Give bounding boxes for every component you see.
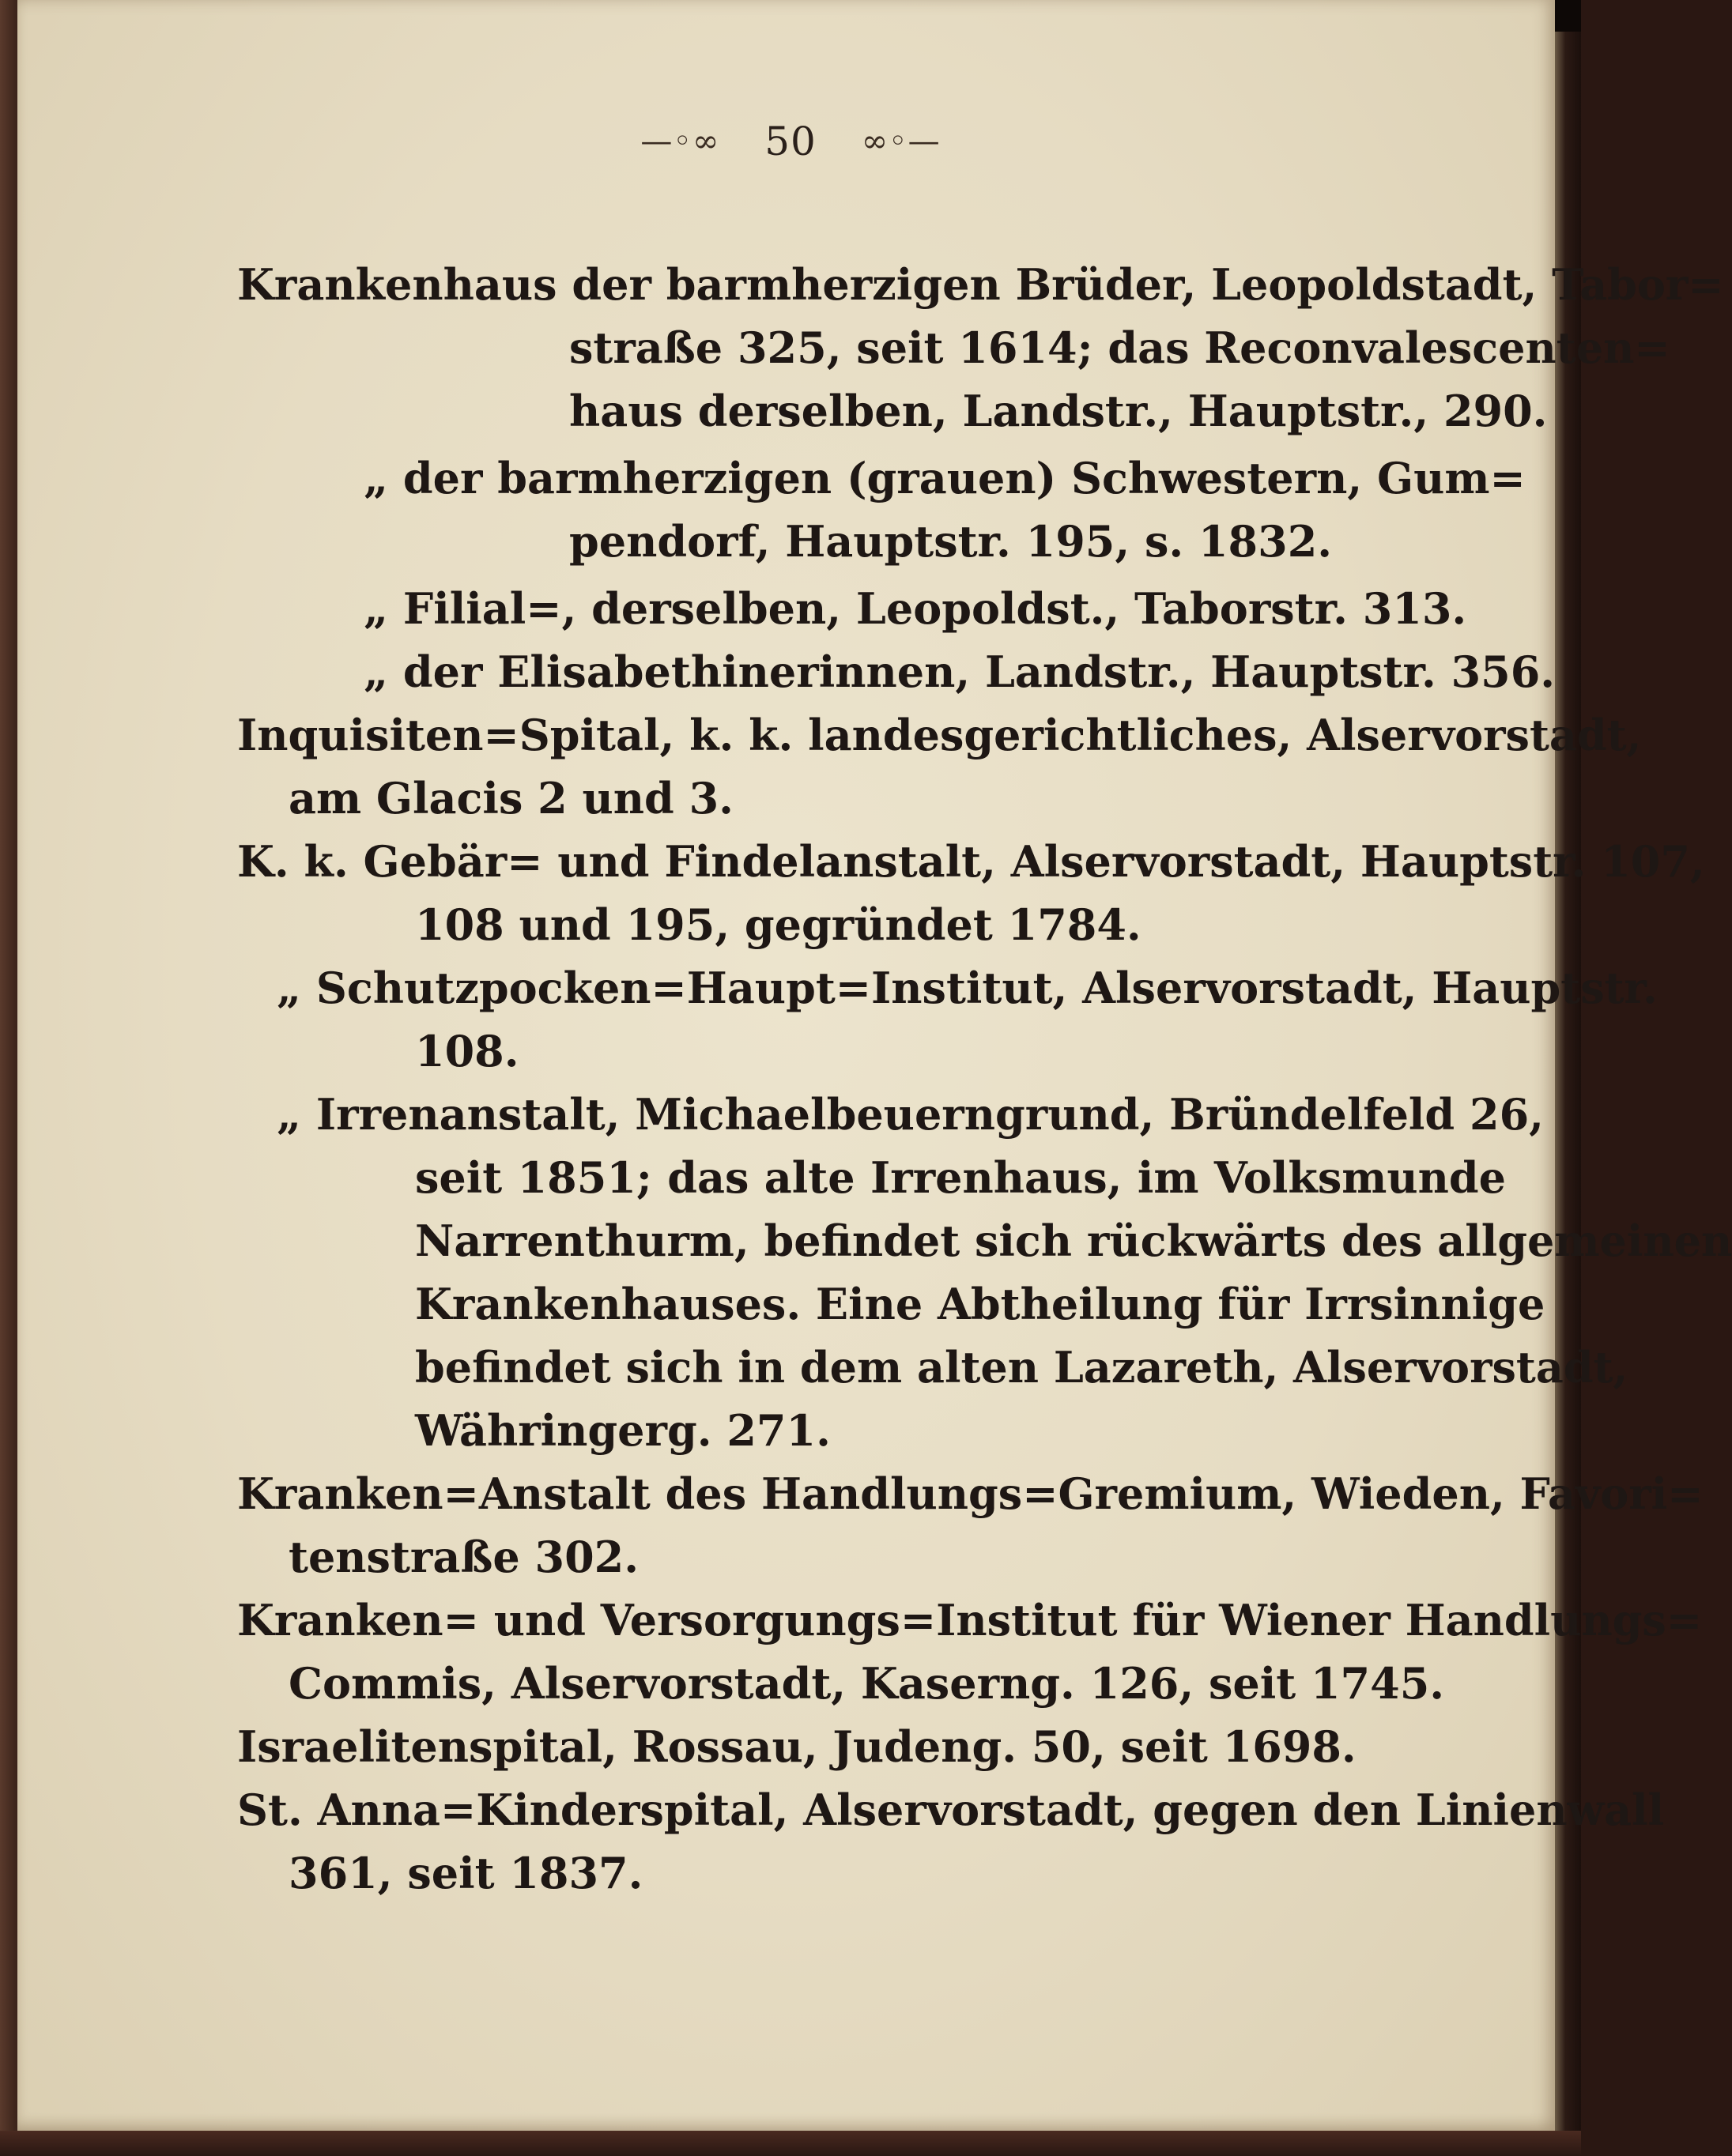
text-line: „ Filial=, derselben, Leopoldst., Taborstr. 313. <box>364 583 1467 634</box>
text-line: Inquisiten=Spital, k. k. landesgerichtliches, Alservorstadt, <box>237 710 1642 760</box>
text-line: Kranken= und Versorgungs=Institut für Wiener Handlungs= <box>237 1595 1703 1645</box>
text-line: befindet sich in dem alten Lazareth, Alservorstadt, <box>415 1342 1628 1393</box>
text-line: 108 und 195, gegründet 1784. <box>415 899 1141 950</box>
text-line: K. k. Gebär= und Findelanstalt, Alservorstadt, Hauptstr. 107, <box>237 836 1705 887</box>
text-line: Israelitenspital, Rossau, Judeng. 50, seit 1698. <box>237 1721 1357 1772</box>
text-line: Kranken=Anstalt des Handlungs=Gremium, Wieden, Favori= <box>237 1468 1704 1519</box>
text-line: straße 325, seit 1614; das Reconvalescenten= <box>569 322 1670 373</box>
text-line: 108. <box>415 1026 519 1076</box>
text-line: haus derselben, Landstr., Hauptstr., 290. <box>569 386 1548 436</box>
page-number: 50 <box>764 119 817 164</box>
text-line: Commis, Alservorstadt, Kaserng. 126, seit 1745. <box>289 1658 1445 1709</box>
text-line: „ Irrenanstalt, Michaelbeuerngrund, Bründelfeld 26, <box>277 1089 1544 1140</box>
text-line: Krankenhaus der barmherzigen Brüder, Leopoldstadt, Tabor= <box>237 259 1724 310</box>
ornament-left: —◦∞ <box>640 123 720 160</box>
text-line: „ Schutzpocken=Haupt=Institut, Alservorstadt, Hauptstr. <box>277 963 1658 1013</box>
text-line: pendorf, Hauptstr. 195, s. 1832. <box>569 516 1333 567</box>
text-line: 361, seit 1837. <box>289 1848 643 1898</box>
text-line: Krankenhauses. Eine Abtheilung für Irrsinnige <box>415 1279 1545 1329</box>
text-line: „ der barmherzigen (grauen) Schwestern, Gum= <box>364 453 1526 503</box>
ornament-right: ∞◦— <box>861 123 941 160</box>
text-line: „ der Elisabethinerinnen, Landstr., Hauptstr. 356. <box>364 646 1556 697</box>
text-line: tenstraße 302. <box>289 1532 640 1582</box>
text-line: Währingerg. 271. <box>415 1405 831 1456</box>
text-line: am Glacis 2 und 3. <box>289 773 734 824</box>
text-line: Narrenthurm, befindet sich rückwärts des allgemeinen <box>415 1216 1732 1266</box>
text-line: seit 1851; das alte Irrenhaus, im Volksmunde <box>415 1152 1506 1203</box>
text-line: St. Anna=Kinderspital, Alservorstadt, gegen den Linienwall <box>237 1785 1665 1835</box>
